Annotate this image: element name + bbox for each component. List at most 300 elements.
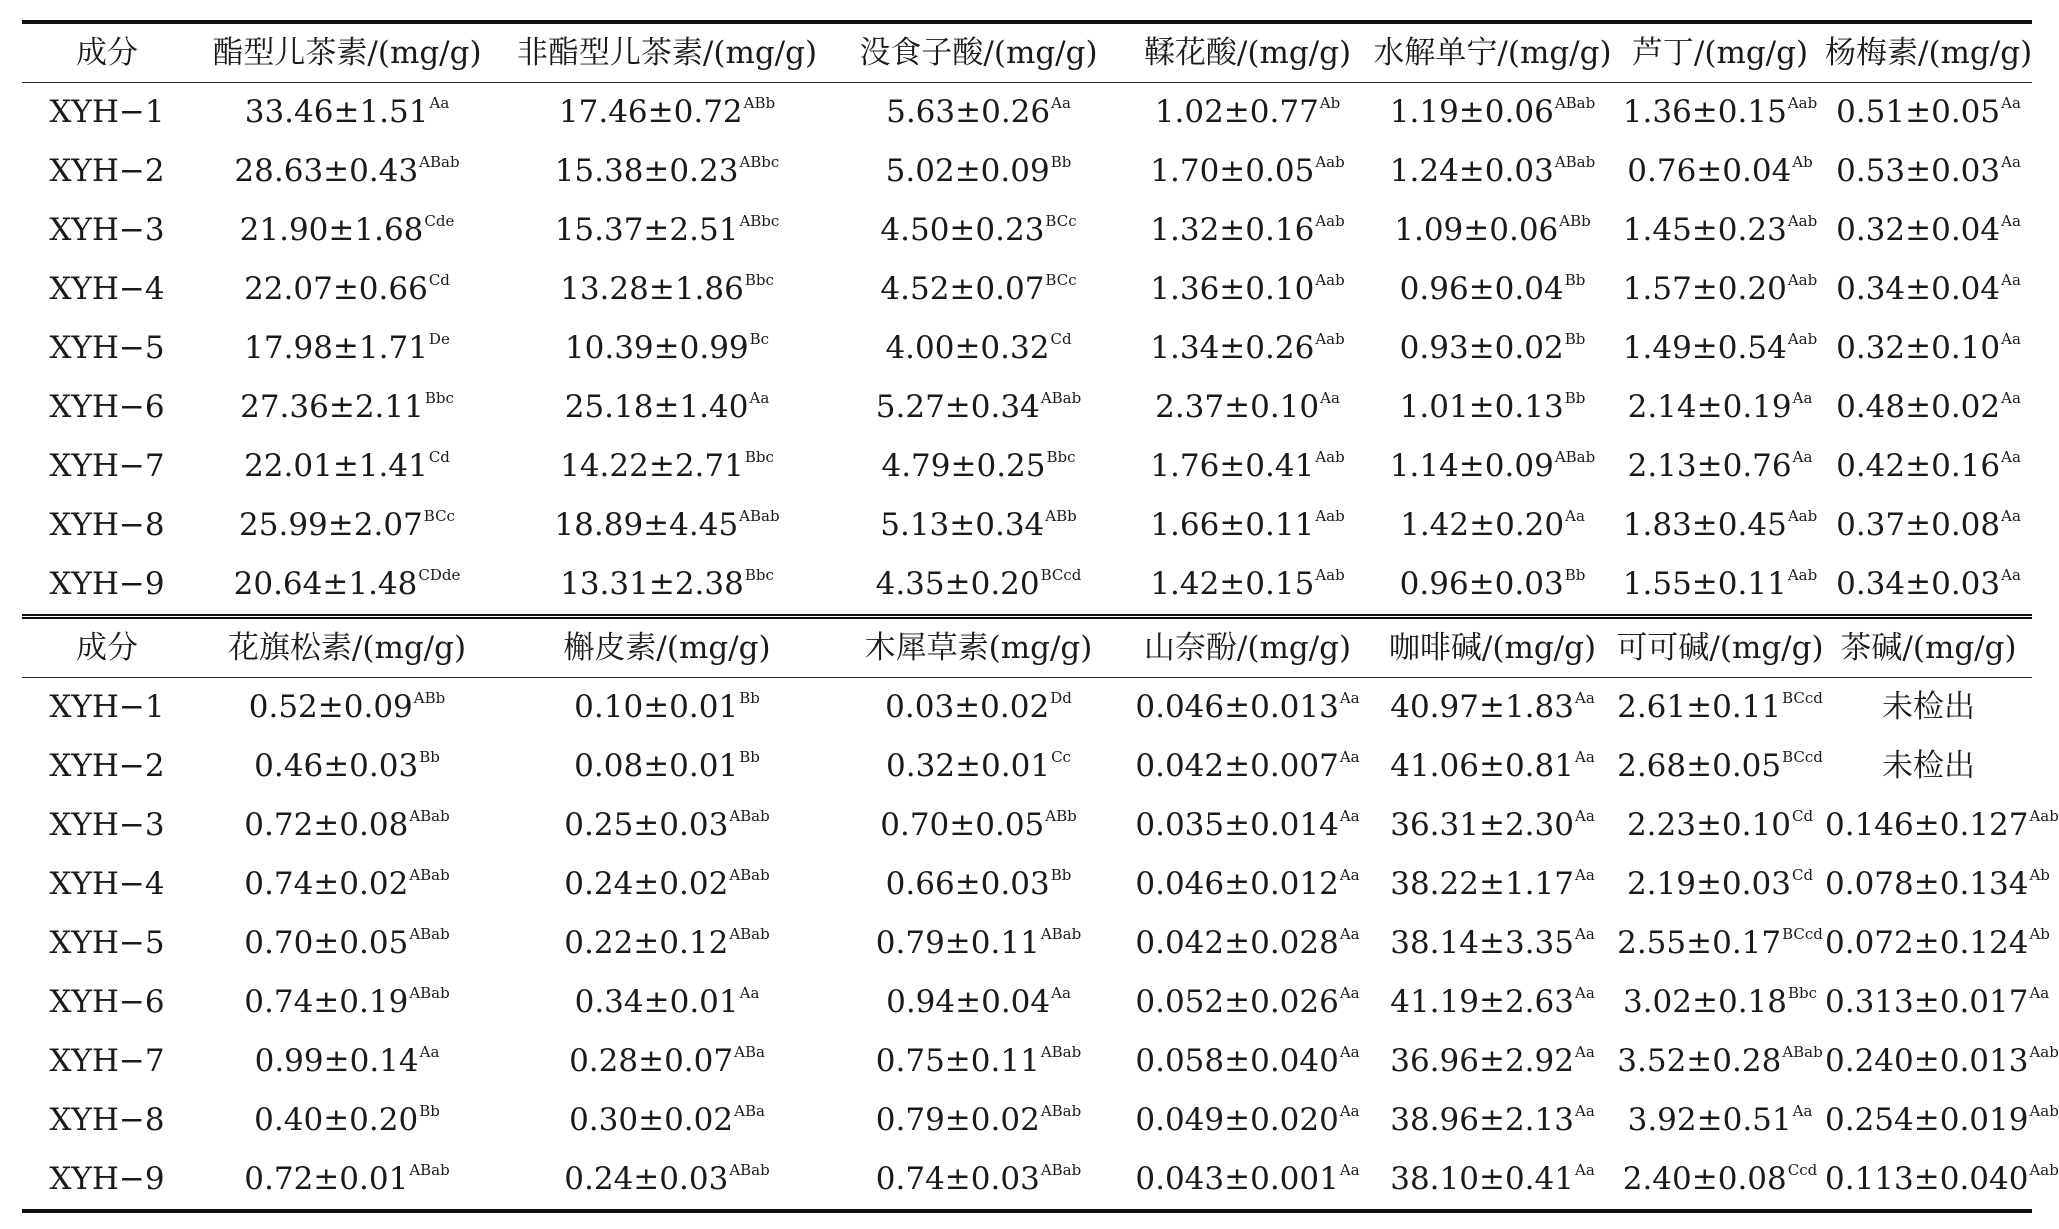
value-cell (832, 796, 1125, 855)
value-cell (832, 1032, 1125, 1091)
mean-sd-value: 28.63±0.43 (234, 153, 419, 189)
significance-letters: ABab (409, 866, 450, 884)
value-cell (832, 914, 1125, 973)
header-cell: 咖啡碱/(mg/g) (1370, 617, 1615, 678)
significance-letters: Aab (2029, 1161, 2059, 1179)
significance-letters: Ab (2029, 866, 2050, 884)
significance-letters: Aab (1787, 271, 1818, 289)
mean-sd-value: 0.28±0.07 (569, 1043, 734, 1079)
header-cell: 花旗松素/(mg/g) (192, 617, 502, 678)
significance-letters: Aa (1574, 1161, 1595, 1179)
mean-sd-value: 2.37±0.10 (1155, 389, 1320, 425)
mean-sd-value: 0.24±0.02 (564, 866, 729, 902)
mean-sd-value: 0.79±0.11 (875, 925, 1040, 961)
mean-sd-value: 1.19±0.06 (1389, 94, 1554, 130)
value-cell (1825, 855, 2050, 914)
value-cell (1125, 1091, 1370, 1150)
value-cell (502, 201, 832, 260)
mean-sd-value: 2.23±0.10 (1626, 807, 1791, 843)
significance-letters: Aa (1339, 1043, 1360, 1061)
sample-label: XYH−6 (49, 984, 165, 1020)
mean-sd-value: 17.46±0.72 (558, 94, 743, 130)
value-cell (192, 378, 502, 437)
value-cell (502, 737, 832, 796)
value-cell (1125, 83, 1370, 143)
value-cell (832, 260, 1125, 319)
value-cell (832, 201, 1125, 260)
value-cell (832, 437, 1125, 496)
value-cell (1370, 83, 1615, 143)
mean-sd-value: 2.55±0.17 (1617, 925, 1782, 961)
significance-letters: ABab (739, 507, 780, 525)
mean-sd-value: 2.13±0.76 (1627, 448, 1792, 484)
significance-letters: BCcd (1782, 925, 1823, 943)
significance-letters: Dd (1050, 689, 1072, 707)
value-cell (1370, 914, 1615, 973)
value-cell (502, 678, 832, 738)
header-cell: 山奈酚/(mg/g) (1125, 617, 1370, 678)
significance-letters: Aa (2029, 984, 2050, 1002)
value-cell (1825, 737, 2032, 796)
significance-letters: ABb (1559, 212, 1591, 230)
significance-letters: Cd (1050, 330, 1072, 348)
mean-sd-value: 0.94±0.04 (886, 984, 1051, 1020)
mean-sd-value: 0.30±0.02 (569, 1102, 734, 1138)
significance-letters: Ab (1319, 94, 1341, 112)
value-cell (832, 855, 1125, 914)
significance-letters: ABab (729, 1161, 770, 1179)
mean-sd-value: 1.66±0.11 (1150, 507, 1315, 543)
mean-sd-value: 38.14±3.35 (1390, 925, 1574, 961)
significance-letters: CDde (418, 566, 461, 584)
mean-sd-value: 1.76±0.41 (1150, 448, 1315, 484)
significance-letters: Ab (1792, 153, 1813, 171)
value-cell (832, 555, 1125, 617)
value-cell (1615, 260, 1825, 319)
significance-letters: Aa (2001, 94, 2021, 112)
value-cell (192, 142, 502, 201)
mean-sd-value: 0.043±0.001 (1135, 1161, 1339, 1197)
table-row (22, 260, 2032, 319)
mean-sd-value: 0.37±0.08 (1836, 507, 2001, 543)
value-cell (832, 319, 1125, 378)
significance-letters: Aab (1787, 94, 1818, 112)
header-cell: 鞣花酸/(mg/g) (1125, 22, 1370, 83)
mean-sd-value: 1.49±0.54 (1622, 330, 1787, 366)
mean-sd-value: 1.55±0.11 (1622, 566, 1787, 602)
mean-sd-value: 1.02±0.77 (1154, 94, 1319, 130)
mean-sd-value: 1.45±0.23 (1622, 212, 1787, 248)
value-cell (1370, 260, 1615, 319)
mean-sd-value: 40.97±1.83 (1390, 689, 1574, 725)
significance-letters: Aa (2001, 153, 2021, 171)
significance-letters: Bb (1564, 566, 1586, 584)
significance-letters: De (428, 330, 450, 348)
value-cell (1825, 496, 2032, 555)
value-cell (1370, 796, 1615, 855)
table-row (22, 378, 2032, 437)
value-cell (192, 1150, 502, 1211)
mean-sd-value: 0.32±0.04 (1836, 212, 2001, 248)
significance-letters: Aa (1574, 866, 1595, 884)
mean-sd-value: 27.36±2.11 (240, 389, 424, 425)
significance-letters: ABb (1045, 507, 1077, 525)
significance-letters: ABab (409, 984, 450, 1002)
mean-sd-value: 0.51±0.05 (1836, 94, 2001, 130)
mean-sd-value: 0.46±0.03 (254, 748, 419, 784)
mean-sd-value: 0.058±0.040 (1135, 1043, 1339, 1079)
table-row (22, 1032, 2032, 1091)
significance-letters: Aa (1792, 389, 1813, 407)
value-cell (502, 973, 832, 1032)
value-cell (192, 914, 502, 973)
value-cell (1370, 378, 1615, 437)
value-cell (832, 1150, 1125, 1211)
significance-letters: Aa (1320, 389, 1340, 407)
significance-letters: Ab (2029, 925, 2050, 943)
mean-sd-value: 20.64±1.48 (233, 566, 418, 602)
header-cell: 茶碱/(mg/g) (1825, 617, 2032, 678)
mean-sd-value: 1.01±0.13 (1399, 389, 1564, 425)
mean-sd-value: 5.63±0.26 (886, 94, 1051, 130)
significance-letters: ABb (413, 689, 446, 707)
significance-letters: ABab (1554, 153, 1596, 171)
significance-letters: BCcd (1782, 689, 1823, 707)
sample-label: XYH−8 (49, 507, 165, 543)
header-cell: 木犀草素(mg/g) (832, 617, 1125, 678)
sample-label: XYH−3 (49, 807, 165, 843)
significance-letters: Aa (1339, 984, 1360, 1002)
mean-sd-value: 0.72±0.08 (244, 807, 409, 843)
value-cell (192, 1091, 502, 1150)
significance-letters: ABab (419, 153, 460, 171)
significance-letters: Bbc (1046, 448, 1076, 466)
value-cell (1615, 378, 1825, 437)
significance-letters: Aab (1315, 566, 1345, 584)
significance-letters: Cde (424, 212, 455, 230)
mean-sd-value: 0.313±0.017 (1825, 984, 2029, 1020)
mean-sd-value: 4.35±0.20 (875, 566, 1040, 602)
significance-letters: ABab (1554, 94, 1596, 112)
significance-letters: ABa (734, 1043, 765, 1061)
significance-letters: BCc (1045, 212, 1077, 230)
header-cell: 没食子酸/(mg/g) (832, 22, 1125, 83)
significance-letters: Aa (1339, 925, 1360, 943)
value-cell (1125, 496, 1370, 555)
mean-sd-value: 0.52±0.09 (248, 689, 413, 725)
significance-letters: ABab (409, 807, 450, 825)
significance-letters: Aab (2029, 807, 2059, 825)
mean-sd-value: 0.24±0.03 (564, 1161, 729, 1197)
significance-letters: Aa (1339, 689, 1360, 707)
sample-label: XYH−1 (49, 94, 165, 130)
significance-letters: ABab (1554, 448, 1596, 466)
value-cell (1615, 796, 1825, 855)
value-cell (1370, 737, 1615, 796)
mean-sd-value: 14.22±2.71 (560, 448, 744, 484)
significance-letters: Aa (749, 389, 770, 407)
value-cell (1615, 555, 1825, 617)
value-cell (1125, 142, 1370, 201)
mean-sd-value: 1.09±0.06 (1394, 212, 1559, 248)
mean-sd-value: 0.042±0.028 (1135, 925, 1339, 961)
mean-sd-value: 1.36±0.15 (1622, 94, 1787, 130)
mean-sd-value: 0.70±0.05 (880, 807, 1045, 843)
mean-sd-value: 5.02±0.09 (885, 153, 1050, 189)
value-cell (1825, 555, 2032, 617)
mean-sd-value: 0.76±0.04 (1627, 153, 1792, 189)
value-cell (1125, 678, 1370, 738)
value-cell (1125, 914, 1370, 973)
significance-letters: Aa (739, 984, 760, 1002)
mean-sd-value: 0.96±0.03 (1399, 566, 1564, 602)
value-cell (192, 496, 502, 555)
value-cell (832, 496, 1125, 555)
mean-sd-value: 1.32±0.16 (1150, 212, 1315, 248)
value-cell (1370, 201, 1615, 260)
mean-sd-value: 未检出 (1882, 689, 1975, 725)
mean-sd-value: 未检出 (1882, 748, 1975, 784)
value-cell (502, 142, 832, 201)
value-cell (502, 555, 832, 617)
value-cell (1615, 855, 1825, 914)
value-cell (1825, 1150, 2059, 1211)
mean-sd-value: 0.96±0.04 (1399, 271, 1564, 307)
significance-letters: Aab (1787, 566, 1818, 584)
significance-letters: Cc (1051, 748, 1071, 766)
mean-sd-value: 0.48±0.02 (1836, 389, 2001, 425)
significance-letters: Aa (1339, 748, 1360, 766)
mean-sd-value: 17.98±1.71 (244, 330, 428, 366)
mean-sd-value: 0.32±0.01 (886, 748, 1051, 784)
table-row (22, 1150, 2032, 1211)
table-row (22, 678, 2032, 738)
sample-label: XYH−1 (49, 689, 165, 725)
significance-letters: Aa (1574, 925, 1595, 943)
mean-sd-value: 4.79±0.25 (881, 448, 1046, 484)
value-cell (502, 319, 832, 378)
sample-label: XYH−3 (49, 212, 165, 248)
value-cell (1125, 973, 1370, 1032)
value-cell (502, 796, 832, 855)
mean-sd-value: 0.74±0.03 (875, 1161, 1040, 1197)
header-row (22, 617, 2032, 678)
significance-letters: ABab (1040, 925, 1082, 943)
mean-sd-value: 21.90±1.68 (239, 212, 424, 248)
value-cell (1615, 437, 1825, 496)
sample-label: XYH−4 (49, 271, 165, 307)
significance-letters: Aab (1315, 212, 1345, 230)
value-cell (192, 796, 502, 855)
significance-letters: Aa (2001, 271, 2021, 289)
significance-letters: Bb (739, 748, 760, 766)
mean-sd-value: 2.40±0.08 (1622, 1161, 1787, 1197)
value-cell (832, 973, 1125, 1032)
mean-sd-value: 0.74±0.02 (244, 866, 409, 902)
significance-letters: ABbc (739, 212, 780, 230)
significance-letters: Aa (1574, 1043, 1595, 1061)
significance-letters: Aa (1051, 984, 1071, 1002)
significance-letters: Bbc (1788, 984, 1818, 1002)
mean-sd-value: 5.27±0.34 (875, 389, 1040, 425)
significance-letters: Bb (419, 748, 440, 766)
value-cell (1125, 437, 1370, 496)
significance-letters: Aa (2001, 448, 2021, 466)
sample-label: XYH−5 (49, 330, 165, 366)
mean-sd-value: 5.13±0.34 (880, 507, 1045, 543)
value-cell (1825, 678, 2032, 738)
value-cell (1370, 1032, 1615, 1091)
significance-letters: Aab (1315, 153, 1345, 171)
value-cell (192, 319, 502, 378)
table-body (22, 22, 2059, 1211)
mean-sd-value: 33.46±1.51 (244, 94, 429, 130)
significance-letters: ABab (1040, 1043, 1082, 1061)
significance-letters: Aa (1792, 1102, 1813, 1120)
value-cell (1370, 555, 1615, 617)
sample-label: XYH−2 (49, 748, 165, 784)
value-cell (1370, 855, 1615, 914)
table-row (22, 201, 2032, 260)
value-cell (502, 260, 832, 319)
mean-sd-value: 22.07±0.66 (244, 271, 428, 307)
significance-letters: Aa (1574, 689, 1595, 707)
significance-letters: Aab (2029, 1102, 2059, 1120)
table-row (22, 855, 2032, 914)
value-cell (1370, 496, 1615, 555)
mean-sd-value: 0.078±0.134 (1825, 866, 2029, 902)
significance-letters: Cd (428, 271, 450, 289)
mean-sd-value: 38.96±2.13 (1390, 1102, 1574, 1138)
mean-sd-value: 1.14±0.09 (1389, 448, 1554, 484)
value-cell (1125, 319, 1370, 378)
mean-sd-value: 0.34±0.01 (574, 984, 739, 1020)
value-cell (502, 83, 832, 143)
mean-sd-value: 0.75±0.11 (875, 1043, 1040, 1079)
value-cell (1615, 201, 1825, 260)
mean-sd-value: 0.72±0.01 (244, 1161, 409, 1197)
value-cell (832, 83, 1125, 143)
value-cell (192, 737, 502, 796)
significance-letters: Bb (1564, 330, 1586, 348)
sample-label: XYH−9 (22, 555, 192, 617)
significance-letters: ABa (734, 1102, 765, 1120)
significance-letters: Aa (2001, 330, 2021, 348)
value-cell (1370, 1150, 1615, 1211)
value-cell (192, 973, 502, 1032)
significance-letters: Aab (1315, 271, 1345, 289)
value-cell (502, 1150, 832, 1211)
significance-letters: Bb (1050, 153, 1072, 171)
value-cell (1615, 83, 1825, 143)
mean-sd-value: 4.52±0.07 (880, 271, 1045, 307)
mean-sd-value: 1.42±0.15 (1150, 566, 1315, 602)
mean-sd-value: 0.53±0.03 (1836, 153, 2001, 189)
significance-letters: ABb (1045, 807, 1077, 825)
value-cell (192, 201, 502, 260)
mean-sd-value: 13.31±2.38 (560, 566, 744, 602)
mean-sd-value: 0.74±0.19 (244, 984, 409, 1020)
mean-sd-value: 0.79±0.02 (875, 1102, 1040, 1138)
mean-sd-value: 1.34±0.26 (1150, 330, 1315, 366)
value-cell (1125, 1150, 1370, 1211)
table-row (22, 737, 2032, 796)
mean-sd-value: 1.36±0.10 (1150, 271, 1315, 307)
value-cell (192, 678, 502, 738)
mean-sd-value: 0.146±0.127 (1825, 807, 2029, 843)
mean-sd-value: 1.70±0.05 (1150, 153, 1315, 189)
value-cell (1615, 1032, 1825, 1091)
mean-sd-value: 15.37±2.51 (554, 212, 739, 248)
header-cell: 水解单宁/(mg/g) (1370, 22, 1615, 83)
mean-sd-value: 0.052±0.026 (1135, 984, 1339, 1020)
table-row (22, 496, 2032, 555)
mean-sd-value: 41.06±0.81 (1390, 748, 1574, 784)
mean-sd-value: 0.99±0.14 (254, 1043, 419, 1079)
significance-letters: BCcd (1040, 566, 1082, 584)
significance-letters: Bb (419, 1102, 440, 1120)
significance-letters: ABab (729, 925, 770, 943)
significance-letters: Aab (1787, 507, 1818, 525)
value-cell (502, 1091, 832, 1150)
composition-table (22, 20, 2059, 1213)
mean-sd-value: 0.03±0.02 (885, 689, 1050, 725)
significance-letters: Bb (739, 689, 760, 707)
header-cell: 可可碱/(mg/g) (1615, 617, 1825, 678)
mean-sd-value: 0.40±0.20 (254, 1102, 419, 1138)
significance-letters: Bb (1564, 271, 1586, 289)
mean-sd-value: 0.25±0.03 (564, 807, 729, 843)
value-cell (832, 378, 1125, 437)
significance-letters: Cd (1791, 807, 1814, 825)
header-cell: 杨梅素/(mg/g) (1825, 22, 2032, 83)
significance-letters: Aa (1574, 748, 1595, 766)
table-row (22, 973, 2032, 1032)
value-cell (1825, 437, 2032, 496)
significance-letters: ABab (729, 866, 770, 884)
significance-letters: ABab (1040, 1102, 1082, 1120)
value-cell (1825, 201, 2032, 260)
mean-sd-value: 36.96±2.92 (1390, 1043, 1574, 1079)
value-cell (1825, 796, 2059, 855)
value-cell (1615, 1091, 1825, 1150)
significance-letters: Aa (1339, 1161, 1360, 1179)
value-cell (192, 555, 502, 617)
mean-sd-value: 0.10±0.01 (574, 689, 739, 725)
value-cell (1125, 260, 1370, 319)
value-cell (502, 437, 832, 496)
table-row (22, 142, 2032, 201)
value-cell (1615, 737, 1825, 796)
significance-letters: Aab (2029, 1043, 2059, 1061)
value-cell (1125, 1032, 1370, 1091)
mean-sd-value: 2.14±0.19 (1627, 389, 1792, 425)
table-row (22, 83, 2032, 143)
significance-letters: Bc (749, 330, 770, 348)
value-cell (1825, 142, 2032, 201)
value-cell (832, 678, 1125, 738)
table-row (22, 437, 2032, 496)
value-cell (1370, 142, 1615, 201)
value-cell (1370, 319, 1615, 378)
mean-sd-value: 18.89±4.45 (554, 507, 739, 543)
significance-letters: ABab (409, 1161, 450, 1179)
mean-sd-value: 25.18±1.40 (564, 389, 749, 425)
mean-sd-value: 0.34±0.04 (1836, 271, 2001, 307)
header-cell: 酯型儿茶素/(mg/g) (192, 22, 502, 83)
mean-sd-value: 41.19±2.63 (1390, 984, 1574, 1020)
value-cell (1125, 796, 1370, 855)
